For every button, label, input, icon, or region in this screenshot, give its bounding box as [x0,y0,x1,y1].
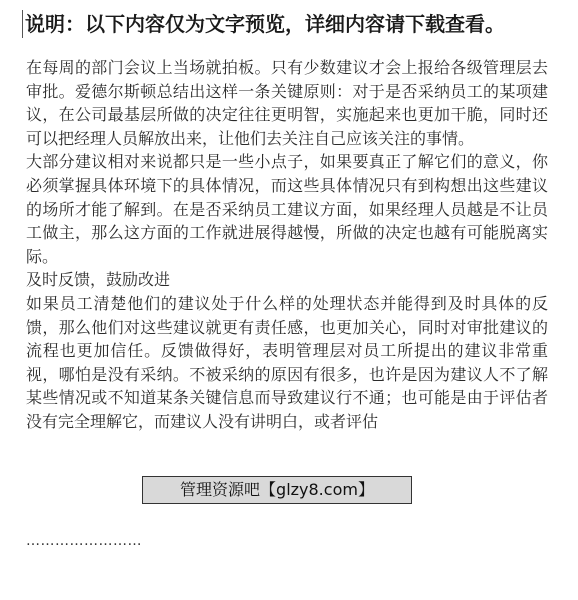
preview-notice: 说明：以下内容仅为文字预览，详细内容请下载查看。 [22,10,575,38]
section-heading: 及时反馈，鼓励改进 [26,270,171,290]
paragraph-3: 如果员工清楚他们的建议处于什么样的处理状态并能得到及时具体的反馈，那么他们对这些建议就更有责任感，也更加关心，同时对审批建议的流程也更加信任。反馈做得好，表明管理层对员工所提出的建议非常重视，哪怕是没有采纳。不被采纳的原因有很多，也许是因为建议人不了解某些情况或不知道某条关键信息而导致建议行不通；也可能是由于评估者没有完全理解它，而建议人没有讲明白，或者评估 [26,293,548,431]
paragraph-2: 大部分建议相对来说都只是一些小点子，如果要真正了解它们的意义，你必须掌握具体环境下的具体情况，而这些具体情况只有到构想出这些建议的场所才能了解到。在是否采纳员工建议方面，如果经理人员越是不让员工做主，那么这方面的工作就进展得越慢，所做的决定也越有可能脱离实际。 [26,152,548,266]
document-body [26,56,548,434]
continuation-dots: …………………… [26,533,142,549]
paragraph-1: 在每周的部门会议上当场就拍板。只有少数建议才会上报给各级管理层去审批。爱德尔斯顿总结出这样一条关键原则：对于是否采纳员工的某项建议，在公司最基层所做的决定往往更明智，实施起来也更加干脆，同时还可以把经理人员解放出来，让他们去关注自己应该关注的事情。 [26,58,548,148]
watermark-banner: 管理资源吧【glzy8.com】 [142,476,412,504]
